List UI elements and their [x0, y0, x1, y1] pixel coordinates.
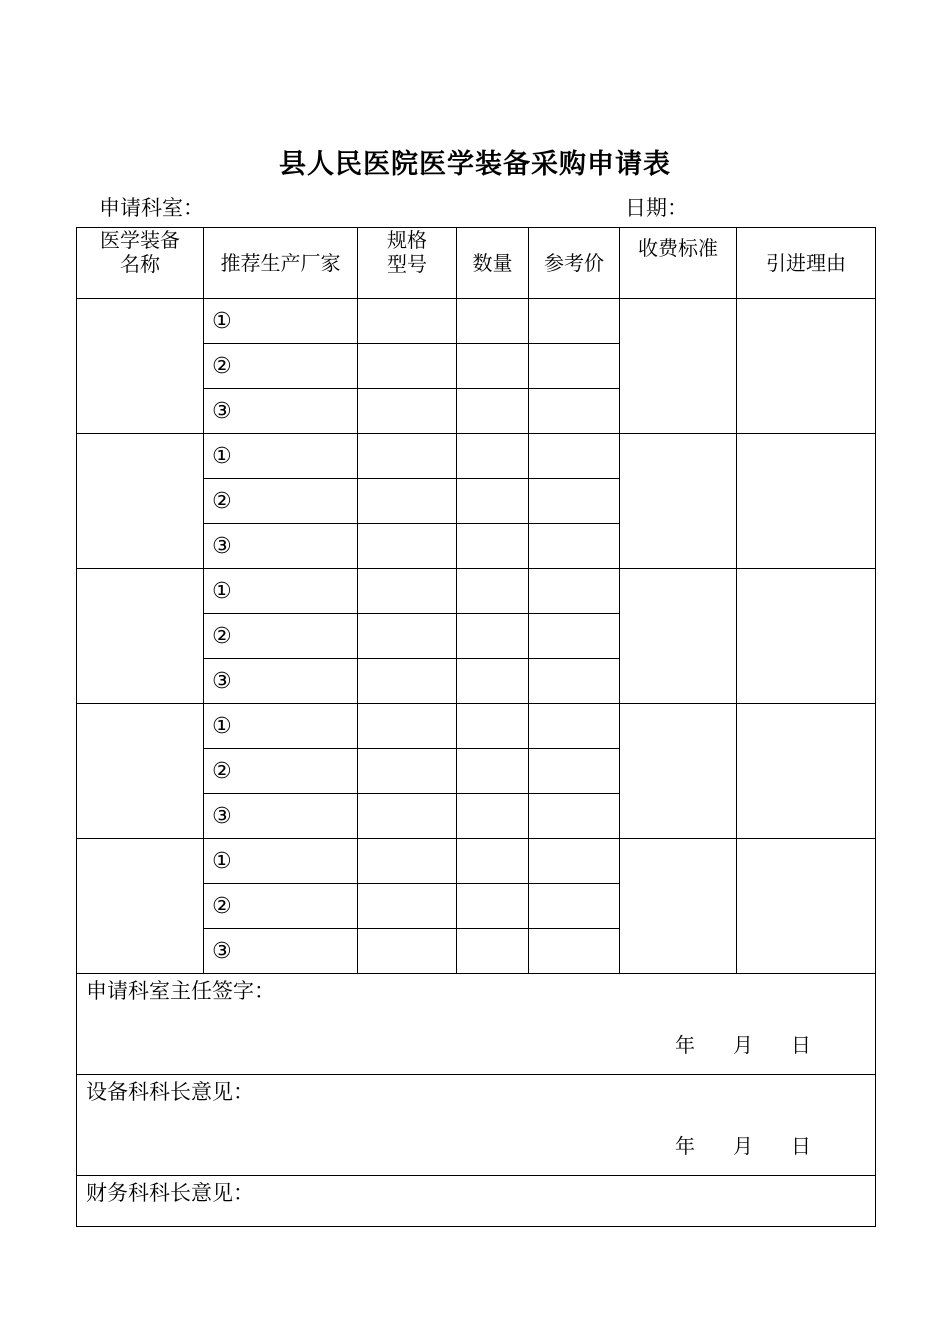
quantity-cell[interactable]	[457, 299, 529, 344]
quantity-cell[interactable]	[457, 524, 529, 569]
manufacturer-cell[interactable]: ③	[204, 659, 358, 704]
equipment-opinion-row	[77, 1075, 876, 1176]
equipment-name-cell[interactable]	[77, 704, 204, 839]
year-label: 年	[675, 1033, 695, 1057]
manufacturer-cell[interactable]: ③	[204, 794, 358, 839]
manufacturer-cell[interactable]: ①	[204, 569, 358, 614]
finance-opinion-row	[77, 1176, 876, 1227]
ref-price-cell[interactable]	[529, 704, 620, 749]
ref-price-cell[interactable]	[529, 569, 620, 614]
manufacturer-cell[interactable]: ③	[204, 929, 358, 974]
dept-label: 申请科室：	[99, 196, 204, 220]
charge-standard-cell[interactable]	[620, 704, 737, 839]
quantity-cell[interactable]	[457, 434, 529, 479]
ref-price-cell[interactable]	[529, 929, 620, 974]
ref-price-cell[interactable]	[529, 434, 620, 479]
spec-model-cell[interactable]	[358, 299, 457, 344]
day-label: 日	[791, 1033, 811, 1057]
table-row	[77, 299, 876, 344]
manufacturer-cell[interactable]: ②	[204, 749, 358, 794]
manufacturer-cell[interactable]: ②	[204, 614, 358, 659]
quantity-cell[interactable]	[457, 659, 529, 704]
quantity-cell[interactable]	[457, 614, 529, 659]
quantity-cell[interactable]	[457, 479, 529, 524]
ref-price-cell[interactable]	[529, 614, 620, 659]
equipment-name-cell[interactable]	[77, 434, 204, 569]
quantity-cell[interactable]	[457, 794, 529, 839]
quantity-cell[interactable]	[457, 389, 529, 434]
year-label: 年	[675, 1134, 695, 1158]
ref-price-cell[interactable]	[529, 884, 620, 929]
header-quantity: 数量	[457, 228, 529, 299]
quantity-cell[interactable]	[457, 569, 529, 614]
day-label: 日	[791, 1134, 811, 1158]
spec-model-cell[interactable]	[358, 659, 457, 704]
spec-model-cell[interactable]	[358, 479, 457, 524]
ref-price-cell[interactable]	[529, 749, 620, 794]
header-charge-standard: 收费标准	[620, 228, 737, 299]
manufacturer-cell[interactable]: ①	[204, 704, 358, 749]
manufacturer-cell[interactable]: ①	[204, 434, 358, 479]
manufacturer-cell[interactable]: ③	[204, 524, 358, 569]
equipment-name-cell[interactable]	[77, 839, 204, 974]
ref-price-cell[interactable]	[529, 389, 620, 434]
manufacturer-cell[interactable]: ②	[204, 344, 358, 389]
header-spec-model: 规格 型号	[358, 228, 457, 299]
date-label: 日期：	[625, 196, 688, 220]
equipment-name-cell[interactable]	[77, 299, 204, 434]
ref-price-cell[interactable]	[529, 479, 620, 524]
equipment-opinion-label: 设备科科长意见：	[86, 1080, 254, 1104]
director-signature-cell[interactable]	[77, 974, 876, 1075]
ref-price-cell[interactable]	[529, 299, 620, 344]
equipment-opinion-cell[interactable]	[77, 1075, 876, 1176]
spec-model-cell[interactable]	[358, 749, 457, 794]
finance-opinion-label: 财务科科长意见：	[86, 1181, 254, 1205]
quantity-cell[interactable]	[457, 884, 529, 929]
header-reason: 引进理由	[737, 228, 876, 299]
header-manufacturer: 推荐生产厂家	[204, 228, 358, 299]
finance-opinion-cell[interactable]	[77, 1176, 876, 1227]
ref-price-cell[interactable]	[529, 524, 620, 569]
equipment-date	[675, 1130, 849, 1159]
quantity-cell[interactable]	[457, 704, 529, 749]
spec-model-cell[interactable]	[358, 389, 457, 434]
reason-cell[interactable]	[737, 569, 876, 704]
spec-model-cell[interactable]	[358, 344, 457, 389]
director-signature-label: 申请科室主任签字：	[86, 979, 275, 1003]
header-row	[77, 228, 876, 299]
equipment-name-cell[interactable]	[77, 569, 204, 704]
table-row	[77, 704, 876, 749]
items-body	[77, 299, 876, 974]
ref-price-cell[interactable]	[529, 839, 620, 884]
spec-model-cell[interactable]	[358, 569, 457, 614]
table-row	[77, 434, 876, 479]
director-date	[675, 1029, 849, 1058]
spec-model-cell[interactable]	[358, 884, 457, 929]
quantity-cell[interactable]	[457, 344, 529, 389]
charge-standard-cell[interactable]	[620, 299, 737, 434]
director-signature-row	[77, 974, 876, 1075]
manufacturer-cell[interactable]: ②	[204, 479, 358, 524]
reason-cell[interactable]	[737, 839, 876, 974]
reason-cell[interactable]	[737, 299, 876, 434]
purchase-table	[76, 227, 876, 1227]
spec-model-cell[interactable]	[358, 839, 457, 884]
table-row	[77, 839, 876, 884]
form-title: 县人民医院医学装备采购申请表	[279, 149, 671, 180]
ref-price-cell[interactable]	[529, 344, 620, 389]
spec-model-cell[interactable]	[358, 929, 457, 974]
ref-price-cell[interactable]	[529, 794, 620, 839]
manufacturer-cell[interactable]: ③	[204, 389, 358, 434]
reason-cell[interactable]	[737, 704, 876, 839]
quantity-cell[interactable]	[457, 749, 529, 794]
month-label: 月	[733, 1134, 753, 1158]
manufacturer-cell[interactable]: ②	[204, 884, 358, 929]
quantity-cell[interactable]	[457, 929, 529, 974]
table-row	[77, 569, 876, 614]
header-equipment-name: 医学装备 名称	[77, 228, 204, 299]
spec-model-cell[interactable]	[358, 704, 457, 749]
spec-model-cell[interactable]	[358, 614, 457, 659]
charge-standard-cell[interactable]	[620, 434, 737, 569]
spec-model-cell[interactable]	[358, 794, 457, 839]
charge-standard-cell[interactable]	[620, 569, 737, 704]
reason-cell[interactable]	[737, 434, 876, 569]
quantity-cell[interactable]	[457, 839, 529, 884]
manufacturer-cell[interactable]: ①	[204, 299, 358, 344]
ref-price-cell[interactable]	[529, 659, 620, 704]
spec-model-cell[interactable]	[358, 434, 457, 479]
header-ref-price: 参考价	[529, 228, 620, 299]
manufacturer-cell[interactable]: ①	[204, 839, 358, 884]
spec-model-cell[interactable]	[358, 524, 457, 569]
month-label: 月	[733, 1033, 753, 1057]
charge-standard-cell[interactable]	[620, 839, 737, 974]
